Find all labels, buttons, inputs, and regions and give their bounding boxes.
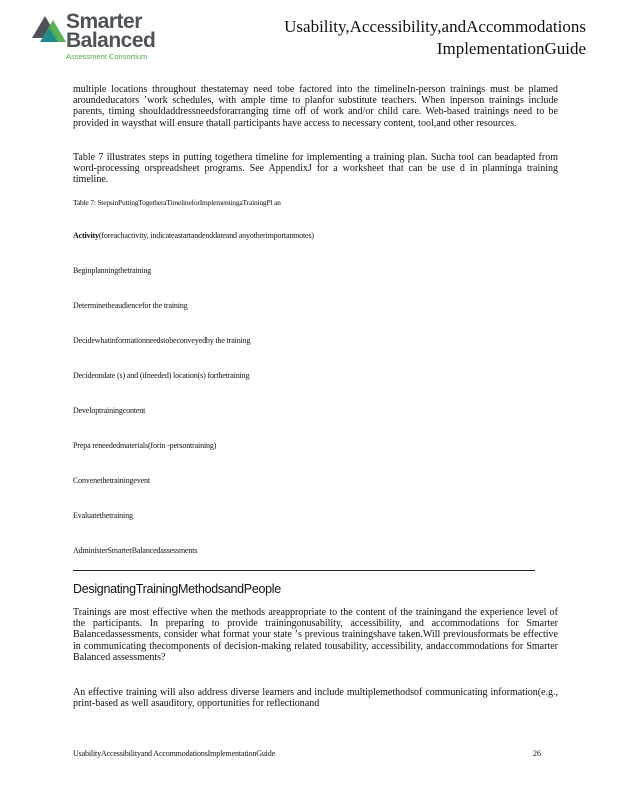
section-heading: DesignatingTrainingMethodsandPeople <box>73 582 281 596</box>
table-header-note: (foreachactivity, indicateastartandenddateand anyotherimportantnotes) <box>98 231 314 240</box>
body-paragraph-1: multiple locations throughout thestatemay need tobe factored into the timelineIn-person trainings must be plamed aroundeducators ʼwork schedules, with ample time to planfor substitute teachers. When inperson trainings include parents, timing shouldaddressneedsforarranging time off of work and/or child care. Web-based trainings need to be provided in waysthat will ensure thatall participants have access to necessary content, tool,and other resources. <box>73 84 558 129</box>
logo-text-line1: Smarter <box>66 10 142 33</box>
section-divider <box>73 570 535 571</box>
document-header <box>284 16 586 60</box>
table-header-activity: Activity <box>73 231 99 240</box>
section-paragraph-1: Trainings are most effective when the methods areappropriate to the content of the trainingand the experience level of the participants. In preparing to provide trainingonusability, accessibility, and accommodations for Smarter Balancedassessments, consider what format your state ʼs previous trainingshave taken.Will previousformats be effective in communicating thecomponents of decision-making related tousability, accessibility, andaccommodations for Smarter Balanced assessments? <box>73 607 558 663</box>
logo-mark-icon <box>32 14 66 48</box>
table-row: Evaluatethetraining <box>73 511 133 520</box>
table-row: Convenethetrainingevent <box>73 476 150 485</box>
table-header-row <box>73 231 314 240</box>
table-caption: Table 7: StepsinPuttingTogetheraTimelineforImplementingaTrainingPl an <box>73 198 281 207</box>
body-paragraph-2: Table 7 illustrates steps in putting togethera timeline for implementing a training plan. Sucha tool can beadapted from word-processing orspreadsheet programs. See AppendixJ for a worksheet that can be use d in planninga training timeline. <box>73 152 558 186</box>
header-title-line2: ImplementationGuide <box>436 39 586 58</box>
table-row: Developtrainingcontent <box>73 406 146 415</box>
table-row: Prepa reneededmaterials(forin -persontraining) <box>73 441 217 450</box>
page-number: 26 <box>533 749 541 758</box>
table-row: Decidewhatinformationneedstobeconveyedby the training <box>73 336 251 345</box>
table-row: AdministerSmarterBalancedassessments <box>73 546 198 555</box>
logo-text-line2: Balanced <box>66 29 156 52</box>
table-row: Beginplanningthetraining <box>73 266 152 275</box>
logo-tagline: Assessment Consortium <box>66 52 148 61</box>
table-row: Determinetheaudiencefor the training <box>73 301 188 310</box>
smarter-balanced-logo <box>32 12 192 62</box>
header-title-line1: Usability,Accessibility,andAccommodations <box>284 17 586 36</box>
footer-title: UsabilityAccessibilityand AccommodationsImplementationGuide <box>73 749 275 758</box>
table-row: Decideondate (s) and (ifneeded) location(s) forthetraining <box>73 371 250 380</box>
section-paragraph-2: An effective training will also address diverse learners and include multiplemethodsof communicating information(e.g., print-based as well asauditory, opportunities for reflectionand <box>73 687 558 710</box>
